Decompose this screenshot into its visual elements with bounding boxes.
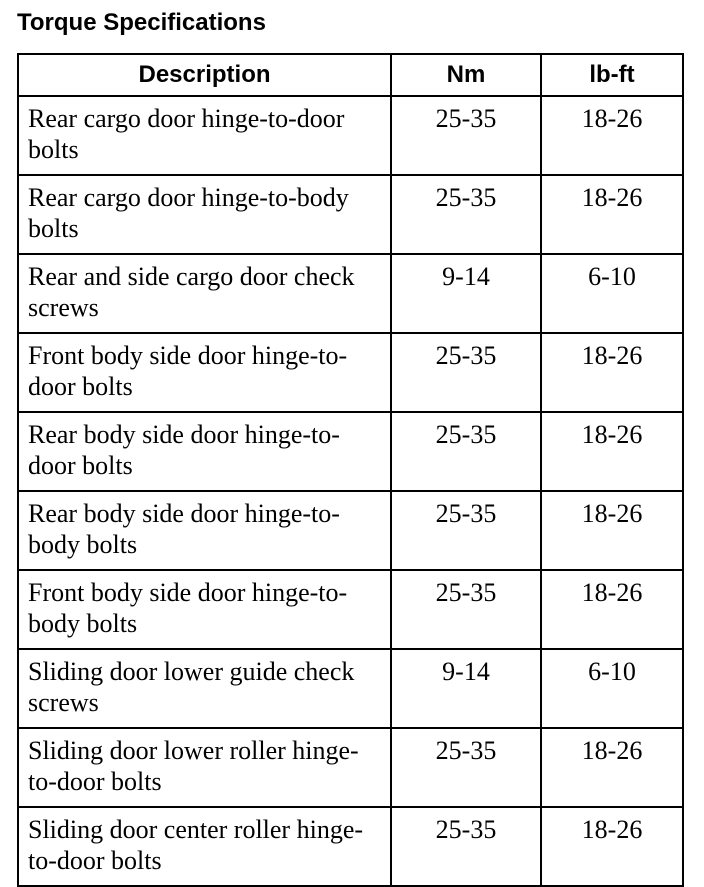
lb-ft-cell: 6-10 — [541, 649, 683, 728]
nm-cell: 25-35 — [391, 570, 541, 649]
description-cell: Rear cargo door hinge-to-door bolts — [18, 96, 391, 175]
table-header-row — [18, 54, 683, 96]
column-header-nm: Nm — [391, 54, 541, 96]
nm-cell: 25-35 — [391, 96, 541, 175]
column-header-lb-ft: lb-ft — [541, 54, 683, 96]
table-row — [18, 412, 683, 491]
lb-ft-cell: 18-26 — [541, 333, 683, 412]
lb-ft-cell: 18-26 — [541, 175, 683, 254]
lb-ft-cell: 6-10 — [541, 254, 683, 333]
lb-ft-cell: 18-26 — [541, 96, 683, 175]
description-cell: Sliding door lower roller hinge-to-door bolts — [18, 728, 391, 807]
page-title: Torque Specifications — [17, 9, 266, 36]
description-cell: Front body side door hinge-to-body bolts — [18, 570, 391, 649]
table-row — [18, 728, 683, 807]
nm-cell: 9-14 — [391, 254, 541, 333]
description-cell: Front body side door hinge-to-door bolts — [18, 333, 391, 412]
column-header-description: Description — [18, 54, 391, 96]
description-cell: Sliding door lower guide check screws — [18, 649, 391, 728]
torque-specifications-table — [17, 53, 684, 887]
table-row — [18, 96, 683, 175]
table-row — [18, 570, 683, 649]
nm-cell: 25-35 — [391, 491, 541, 570]
nm-cell: 25-35 — [391, 412, 541, 491]
nm-cell: 25-35 — [391, 175, 541, 254]
table-row — [18, 491, 683, 570]
table-row — [18, 254, 683, 333]
description-cell: Sliding door center roller hinge-to-door bolts — [18, 807, 391, 886]
description-cell: Rear and side cargo door check screws — [18, 254, 391, 333]
table-row — [18, 649, 683, 728]
table-row — [18, 333, 683, 412]
nm-cell: 25-35 — [391, 807, 541, 886]
lb-ft-cell: 18-26 — [541, 807, 683, 886]
table-row — [18, 175, 683, 254]
lb-ft-cell: 18-26 — [541, 412, 683, 491]
description-cell: Rear body side door hinge-to-body bolts — [18, 491, 391, 570]
nm-cell: 9-14 — [391, 649, 541, 728]
nm-cell: 25-35 — [391, 333, 541, 412]
nm-cell: 25-35 — [391, 728, 541, 807]
table-row — [18, 807, 683, 886]
lb-ft-cell: 18-26 — [541, 570, 683, 649]
lb-ft-cell: 18-26 — [541, 728, 683, 807]
description-cell: Rear body side door hinge-to-door bolts — [18, 412, 391, 491]
lb-ft-cell: 18-26 — [541, 491, 683, 570]
description-cell: Rear cargo door hinge-to-body bolts — [18, 175, 391, 254]
